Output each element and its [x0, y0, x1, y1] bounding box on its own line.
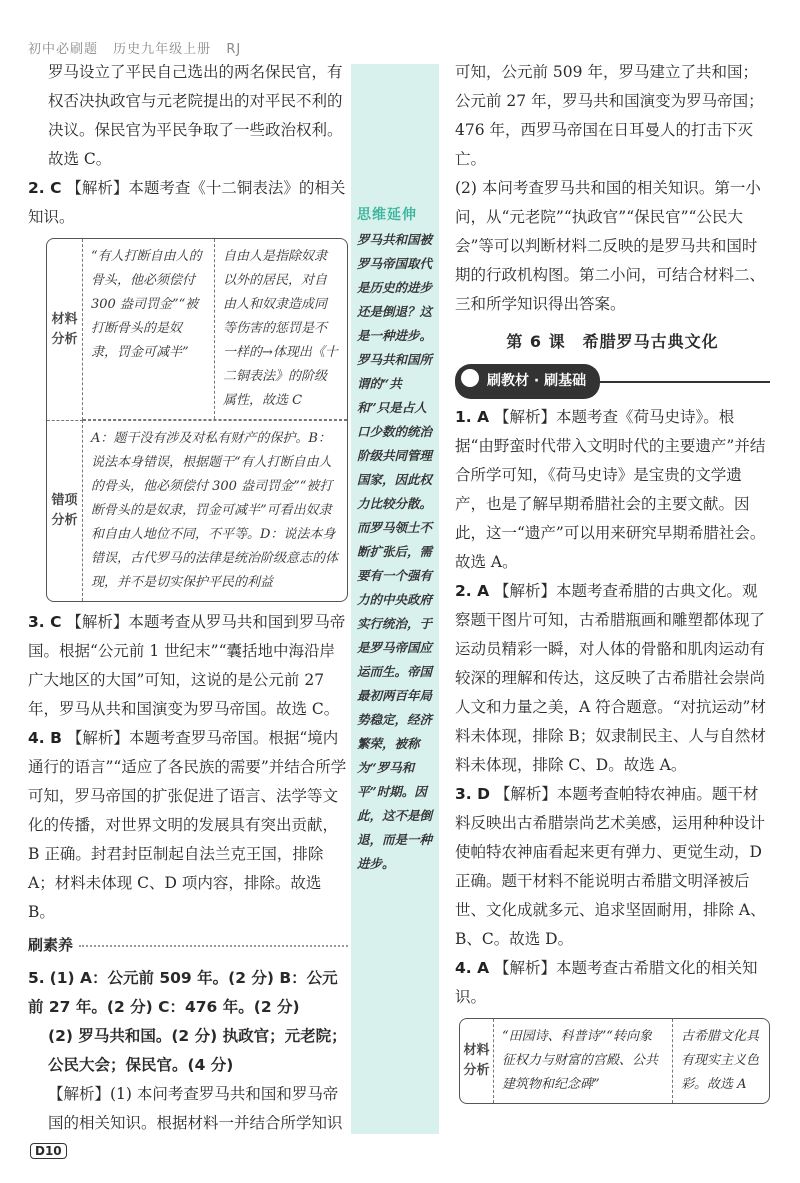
left-column	[28, 58, 348, 1138]
banner-text: 刷教材 · 刷基础	[487, 373, 587, 389]
q5-number: 5.	[28, 969, 45, 987]
wrong-option-analysis: A：题干没有涉及对私有财产的保护。B：说法本身错误，根据题干“有人打断自由人的骨头，他必须偿付 300 盎司罚金”“被打断骨头的是奴隶，罚金可减半”可看出奴隶和自由人地位不同，不平等。D：说法本身错误，古代罗马的法律是统治阶级意志的体现，并不是切实保护平民的利益	[83, 420, 347, 601]
r-material-quote: “田园诗、科普诗”“转向象征权力与财富的宫殿、公共建筑物和纪念碑”	[494, 1019, 673, 1103]
sidebar-extension	[351, 64, 439, 1134]
page-header	[28, 38, 251, 57]
material-quote: “有人打断自由人的骨头，他必须偿付 300 盎司罚金”“被打断骨头的是奴隶，罚金可减半”	[83, 239, 215, 419]
subject-title: 历史九年级上册	[113, 42, 212, 57]
q4-text: 【解析】本题考查罗马帝国。根据“境内通行的语言”“适应了各民族的需要”并结合所学可知，罗马帝国的扩张促进了语言、法学等文化的传播，对世界文明的发展具有突出贡献，B 正确。封君封臣制起自法兰克王国，排除 A；材料未体现 C、D 项内容，排除。故选 B。	[28, 729, 347, 921]
r-q4-number: 4. A	[455, 959, 490, 977]
material-conclusion: 自由人是指除奴隶以外的居民，对自由人和奴隶造成同等伤害的惩罚是不一样的→体现出《十二铜表法》的阶级属性，故选 C	[223, 249, 338, 408]
r-q4-text: 【解析】本题考查古希腊文化的相关知识。	[455, 959, 758, 1006]
r-q3-number: 3. D	[455, 785, 490, 803]
book-title: 初中必刷题	[28, 42, 99, 57]
wrong-option-label: 错项分析	[47, 420, 83, 601]
section-header	[28, 931, 348, 960]
q5-answer-1: (1) A：公元前 509 年。(2 分) B：公元前 27 年。(2 分) C：476 年。(2 分)	[28, 969, 338, 1016]
q3-text: 【解析】本题考查从罗马共和国到罗马帝国。根据“公元前 1 世纪末”“囊括地中海沿岸广大地区的大国”可知，这说的是公元前 27 年，罗马从共和国演变为罗马帝国。故选 C。	[28, 613, 346, 718]
q5-answer-2: (2) 罗马共和国。(2 分) 执政官；元老院；公民大会；保民官。(4 分)	[48, 1027, 347, 1074]
r-analysis-table	[459, 1018, 770, 1104]
continued-text-2: (2) 本问考查罗马共和国的相关知识。第一小问，从“元老院”“执政官”“保民官”“公民大会”等可以判断材料二反映的是罗马共和国时期的行政机构图。第二小问，可结合材料二、三和所学知识得出答案。	[455, 179, 766, 313]
r-q1-text: 【解析】本题考查《荷马史诗》。根据“由野蛮时代带入文明时代的主要遗产”并结合所学可知，《荷马史诗》是宝贵的文学遗产，也是了解早期希腊社会的主要文献。因此，这一“遗产”可以用来研究早期希腊社会。故选 A。	[455, 408, 766, 571]
r-material-label: 材料分析	[460, 1019, 494, 1103]
r-material-conclusion: 古希腊文化具有现实主义色彩。故选 A	[681, 1029, 760, 1092]
q2-number: 2. C	[28, 179, 62, 197]
right-column	[455, 58, 770, 1104]
q4-number: 4. B	[28, 729, 62, 747]
r-q2-text: 【解析】本题考查希腊的古典文化。观察题干图片可知，古希腊瓶画和雕塑都体现了运动员精彩一瞬，对人体的骨骼和肌肉运动有较深的理解和传达，这反映了古希腊社会崇尚人文和力量之美，A 符合题意。“对抗运动”材料未体现，排除 B；奴隶制民主、人与自然材料未体现，排除 C、D。故选 A。	[455, 582, 766, 774]
material-analysis-label: 材料分析	[47, 239, 83, 420]
intro-paragraph: 罗马设立了平民自己选出的两名保民官，有权否决执政官与元老院提出的对平民不利的决议。保民官为平民争取了一些政治权利。故选 C。	[48, 63, 343, 168]
edition-label: RJ	[226, 42, 242, 57]
extension-title: 思维延伸	[357, 207, 417, 223]
q3-number: 3. C	[28, 613, 62, 631]
q2-text: 【解析】本题考查《十二铜表法》的相关知识。	[28, 179, 346, 226]
r-q1-number: 1. A	[455, 408, 490, 426]
extension-text: 罗马共和国被罗马帝国取代是历史的进步还是倒退？这是一种进步。罗马共和国所谓的“共和”只是占人口少数的统治阶级共同管理国家，因此权力比较分散。而罗马领土不断扩张后，需要有一个强有力的中央政府实行统治，于是罗马帝国应运而生。帝国最初两百年局势稳定，经济繁荣，被称为“罗马和平”时期。因此，这不是倒退，而是一种进步。	[357, 232, 433, 871]
continued-text: 可知，公元前 509 年，罗马建立了共和国；公元前 27 年，罗马共和国演变为罗马帝国；476 年，西罗马帝国在日耳曼人的打击下灭亡。	[455, 63, 764, 168]
lesson-title: 第 6 课 希腊罗马古典文化	[506, 332, 719, 351]
analysis-table	[46, 238, 348, 602]
r-q2-number: 2. A	[455, 582, 490, 600]
page-number: D10	[30, 1143, 67, 1159]
section-title: 刷素养	[28, 936, 74, 954]
q5-analysis: 【解析】(1) 本问考查罗马共和国和罗马帝国的相关知识。根据材料一并结合所学知识	[48, 1085, 343, 1132]
section-banner	[455, 364, 770, 399]
banner-icon	[461, 369, 479, 387]
r-q3-text: 【解析】本题考查帕特农神庙。题干材料反映出古希腊崇尚艺术美感，运用种种设计使帕特农神庙看起来更有弹力、更觉生动，D 正确。题干材料不能说明古希腊文明泽被后世、文化成就多元、追求坚固耐用，排除 A、B、C。故选 D。	[455, 785, 766, 948]
